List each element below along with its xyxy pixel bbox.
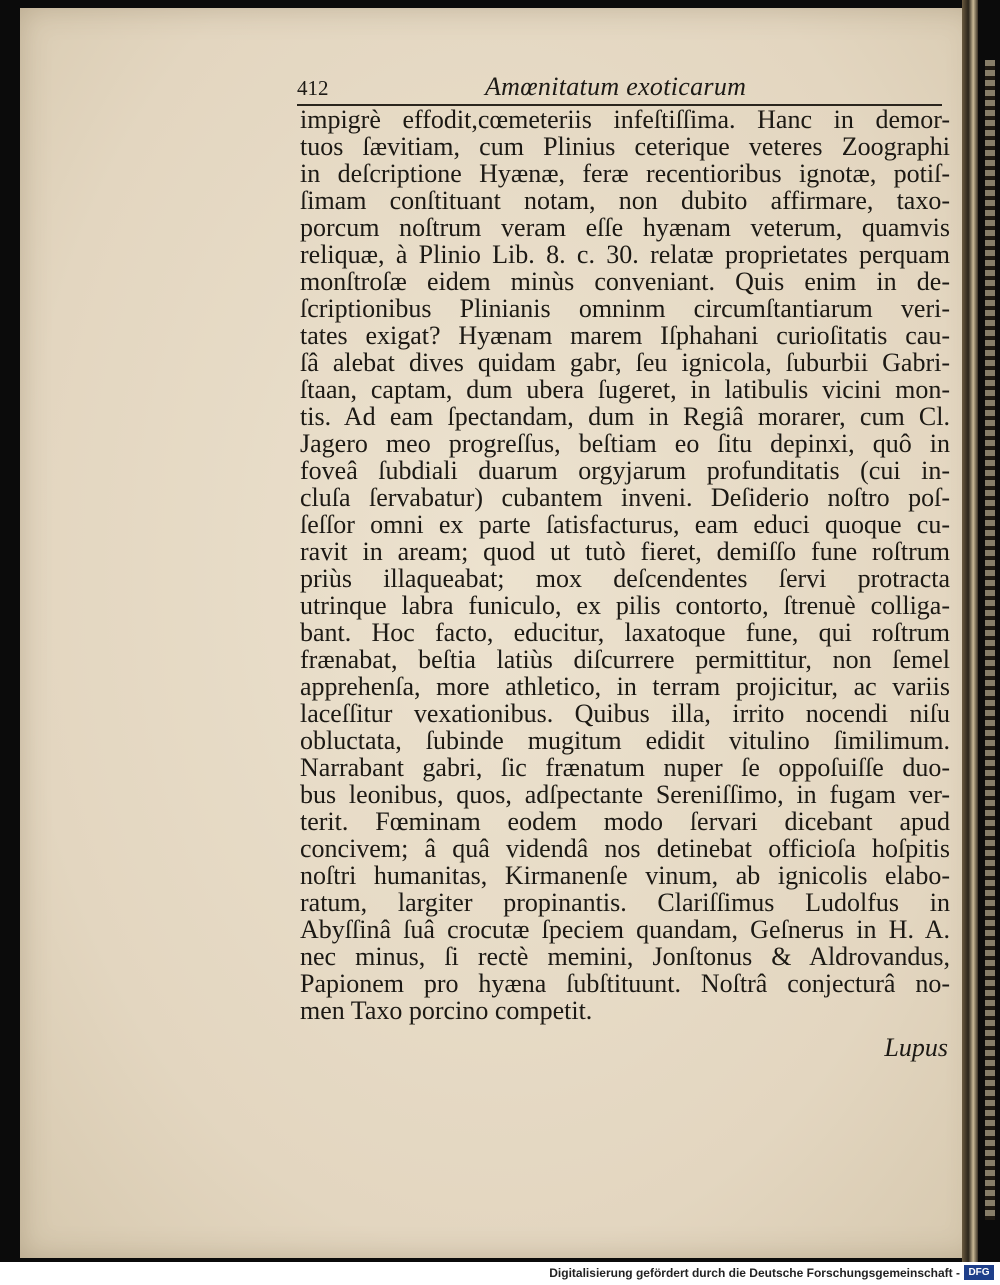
text-line: noſtri humanitas, Kirmanenſe vinum, ab ignicolis elabo- <box>300 861 950 890</box>
page-gutter-edge <box>962 0 978 1262</box>
text-line: impigrè effodit,cœmeteriis infeſtiſſima. Hanc in demor- <box>300 105 950 134</box>
text-line: foveâ ſubdiali duarum orgyjarum profunditatis (cui in- <box>300 456 950 485</box>
text-line: porcum noſtrum veram eſſe hyænam veterum, quamvis <box>300 213 950 242</box>
text-line: utrinque labra funiculo, ex pilis contorto, ſtrenuè colliga- <box>300 591 950 620</box>
text-line: apprehenſa, more athletico, in terram projicitur, ac variis <box>300 672 950 701</box>
text-line: ravit in aream; quod ut tutò fieret, demiſſo fune roſtrum <box>300 537 950 566</box>
text-line: ſcriptionibus Plinianis omninm circumſtantiarum veri- <box>300 294 950 323</box>
digitization-footer <box>0 1262 1000 1285</box>
text-line: ratum, largiter propinantis. Clariſſimus Ludolfus in <box>300 888 950 917</box>
text-line: ſeſſor omni ex parte ſatisfacturus, eam educi quoque cu- <box>300 510 950 539</box>
text-line: reliquæ, à Plinio Lib. 8. c. 30. relatæ proprietates perquam <box>300 240 950 269</box>
text-line: monſtroſæ eidem minùs conveniant. Quis enim in de- <box>300 267 950 296</box>
text-line: terit. Fœminam eodem modo ſervari dicebant apud <box>300 807 950 836</box>
text-line: laceſſitur vexationibus. Quibus illa, irrito nocendi niſu <box>300 699 950 728</box>
page-header <box>295 70 945 104</box>
text-line: Papionem pro hyæna ſubſtituunt. Noſtrâ conjecturâ no- <box>300 969 950 998</box>
text-line: tates exigat? Hyænam marem Iſphahani curioſitatis cau- <box>300 321 950 350</box>
text-line: men Taxo porcino competit. <box>300 996 593 1025</box>
scan-edge-ruler <box>985 60 995 1220</box>
text-line: Jagero meo progreſſus, beſtiam eo ſitu depinxi, quô in <box>300 429 950 458</box>
digitization-note: Digitalisierung gefördert durch die Deutsche Forschungsgemeinschaft - <box>549 1266 960 1280</box>
text-line: Abyſſinâ ſuâ crocutæ ſpeciem quandam, Geſnerus in H. A. <box>300 915 950 944</box>
text-line: Narrabant gabri, ſic frænatum nuper ſe oppoſuiſſe duo- <box>300 753 950 782</box>
text-line: tuos ſævitiam, cum Plinius ceterique veteres Zoographi <box>300 132 950 161</box>
text-line: bant. Hoc facto, educitur, laxatoque fune, qui roſtrum <box>300 618 950 647</box>
text-line: ſâ alebat dives quidam gabr, ſeu ignicola, ſuburbii Gabri- <box>300 348 950 377</box>
text-line: ſtaan, captam, dum ubera ſugeret, in latibulis vicini mon- <box>300 375 950 404</box>
dfg-logo: DFG <box>964 1265 994 1280</box>
running-title: Amœnitatum exoticarum <box>485 72 747 101</box>
text-line: obluctata, ſubinde mugitum edidit vitulino ſimilimum. <box>300 726 950 755</box>
text-line: nec minus, ſi rectè memini, Jonſtonus & Aldrovandus, <box>300 942 950 971</box>
catchword: Lupus <box>884 1033 948 1062</box>
text-line: concivem; â quâ videndâ nos detinebat officioſa hoſpitis <box>300 834 950 863</box>
text-line: in deſcriptione Hyænæ, feræ recentioribus ignotæ, potiſ- <box>300 159 950 188</box>
page-number: 412 <box>297 76 329 100</box>
text-line: priùs illaqueabat; mox deſcendentes ſervi protracta <box>300 564 950 593</box>
text-line: tis. Ad eam ſpectandam, dum in Regiâ morarer, cum Cl. <box>300 402 950 431</box>
body-text <box>300 106 950 1024</box>
text-line: cluſa ſervabatur) cubantem inveni. Deſiderio noſtro poſ- <box>300 483 950 512</box>
text-line: bus leonibus, quos, adſpectante Sereniſſimo, in fugam ver- <box>300 780 950 809</box>
text-line: frænabat, beſtia latiùs diſcurrere permittitur, non ſemel <box>300 645 950 674</box>
text-line: ſimam conſtituant notam, non dubito affirmare, taxo- <box>300 186 950 215</box>
